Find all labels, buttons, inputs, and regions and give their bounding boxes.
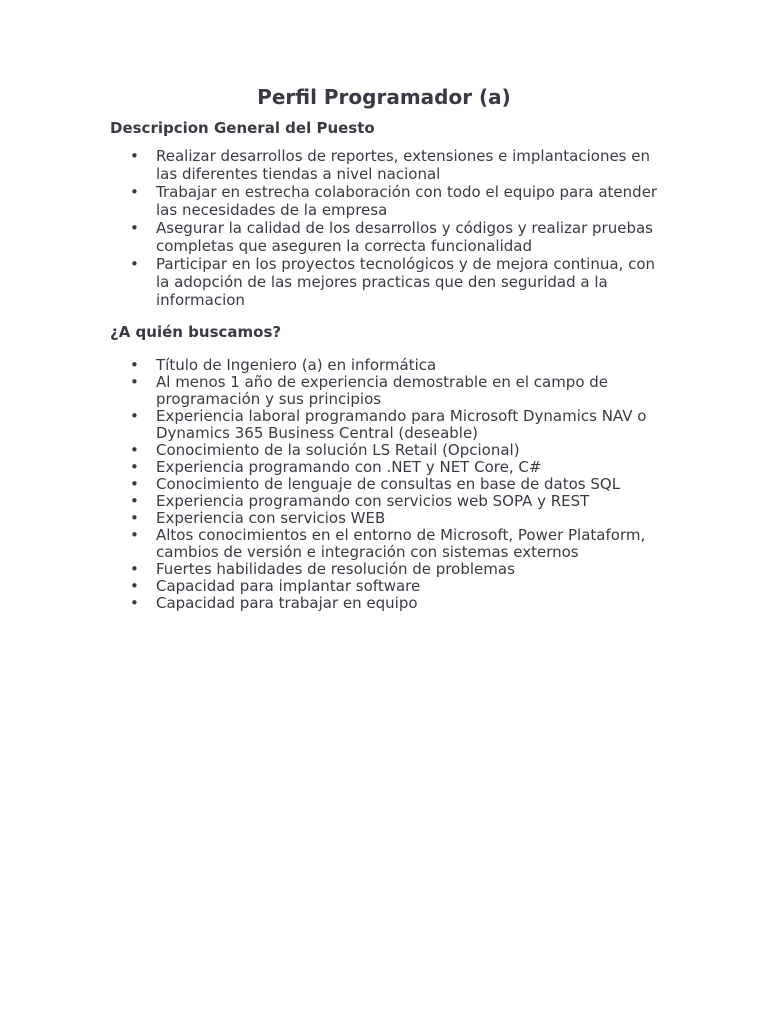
list-item — [110, 578, 670, 595]
list-item-text: Experiencia programando con .NET y NET Core, C# — [156, 458, 542, 476]
bullet-icon: • — [130, 356, 139, 374]
list-item — [110, 147, 670, 183]
list-item — [110, 219, 670, 255]
list-item-text: Fuertes habilidades de resolución de problemas — [156, 560, 515, 578]
section-heading-job-description: Descripcion General del Puesto — [110, 119, 375, 137]
list-item-text: Al menos 1 año de experiencia demostrable en el campo de programación y sus principios — [156, 373, 609, 408]
list-item-text: Experiencia laboral programando para Microsoft Dynamics NAV o Dynamics 365 Business Central (deseable) — [156, 407, 647, 442]
list-item — [110, 527, 670, 561]
bullet-icon: • — [130, 441, 139, 459]
list-item-text: Conocimiento de lenguaje de consultas en base de datos SQL — [156, 475, 621, 493]
list-item — [110, 442, 670, 459]
requirements-list — [110, 357, 670, 612]
list-item — [110, 374, 670, 408]
list-item-text: Capacidad para trabajar en equipo — [156, 594, 418, 612]
bullet-icon: • — [130, 577, 139, 595]
bullet-icon: • — [130, 255, 139, 273]
list-item — [110, 183, 670, 219]
list-item-text: Trabajar en estrecha colaboración con todo el equipo para atender las necesidades de la empresa — [156, 183, 658, 219]
list-item-text: Experiencia programando con servicios web SOPA y REST — [156, 492, 590, 510]
bullet-icon: • — [130, 594, 139, 612]
list-item — [110, 357, 670, 374]
page-title: Perfil Programador (a) — [257, 85, 511, 109]
list-item-text: Título de Ingeniero (a) en informática — [156, 356, 437, 374]
list-item — [110, 459, 670, 476]
section-heading-who-we-seek: ¿A quién buscamos? — [110, 323, 282, 341]
list-item — [110, 255, 670, 309]
list-item — [110, 561, 670, 578]
bullet-icon: • — [130, 219, 139, 237]
list-item-text: Capacidad para implantar software — [156, 577, 421, 595]
bullet-icon: • — [130, 147, 139, 165]
list-item — [110, 476, 670, 493]
bullet-icon: • — [130, 475, 139, 493]
bullet-icon: • — [130, 492, 139, 510]
list-item-text: Experiencia con servicios WEB — [156, 509, 386, 527]
list-item-text: Asegurar la calidad de los desarrollos y códigos y realizar pruebas completas que aseguren la correcta funcionalidad — [156, 219, 653, 255]
list-item — [110, 408, 670, 442]
list-item — [110, 595, 670, 612]
list-item — [110, 493, 670, 510]
bullet-icon: • — [130, 526, 139, 544]
job-description-list — [110, 147, 670, 309]
bullet-icon: • — [130, 458, 139, 476]
list-item-text: Realizar desarrollos de reportes, extensiones e implantaciones en las diferentes tiendas a nivel nacional — [156, 147, 651, 183]
bullet-icon: • — [130, 560, 139, 578]
list-item-text: Altos conocimientos en el entorno de Microsoft, Power Plataform, cambios de versión e integración con sistemas externos — [156, 526, 646, 561]
bullet-icon: • — [130, 509, 139, 527]
bullet-icon: • — [130, 407, 139, 425]
list-item — [110, 510, 670, 527]
bullet-icon: • — [130, 373, 139, 391]
list-item-text: Conocimiento de la solución LS Retail (Opcional) — [156, 441, 520, 459]
list-item-text: Participar en los proyectos tecnológicos y de mejora continua, con la adopción de las mejores practicas que den seguridad a la informacion — [156, 255, 656, 309]
bullet-icon: • — [130, 183, 139, 201]
